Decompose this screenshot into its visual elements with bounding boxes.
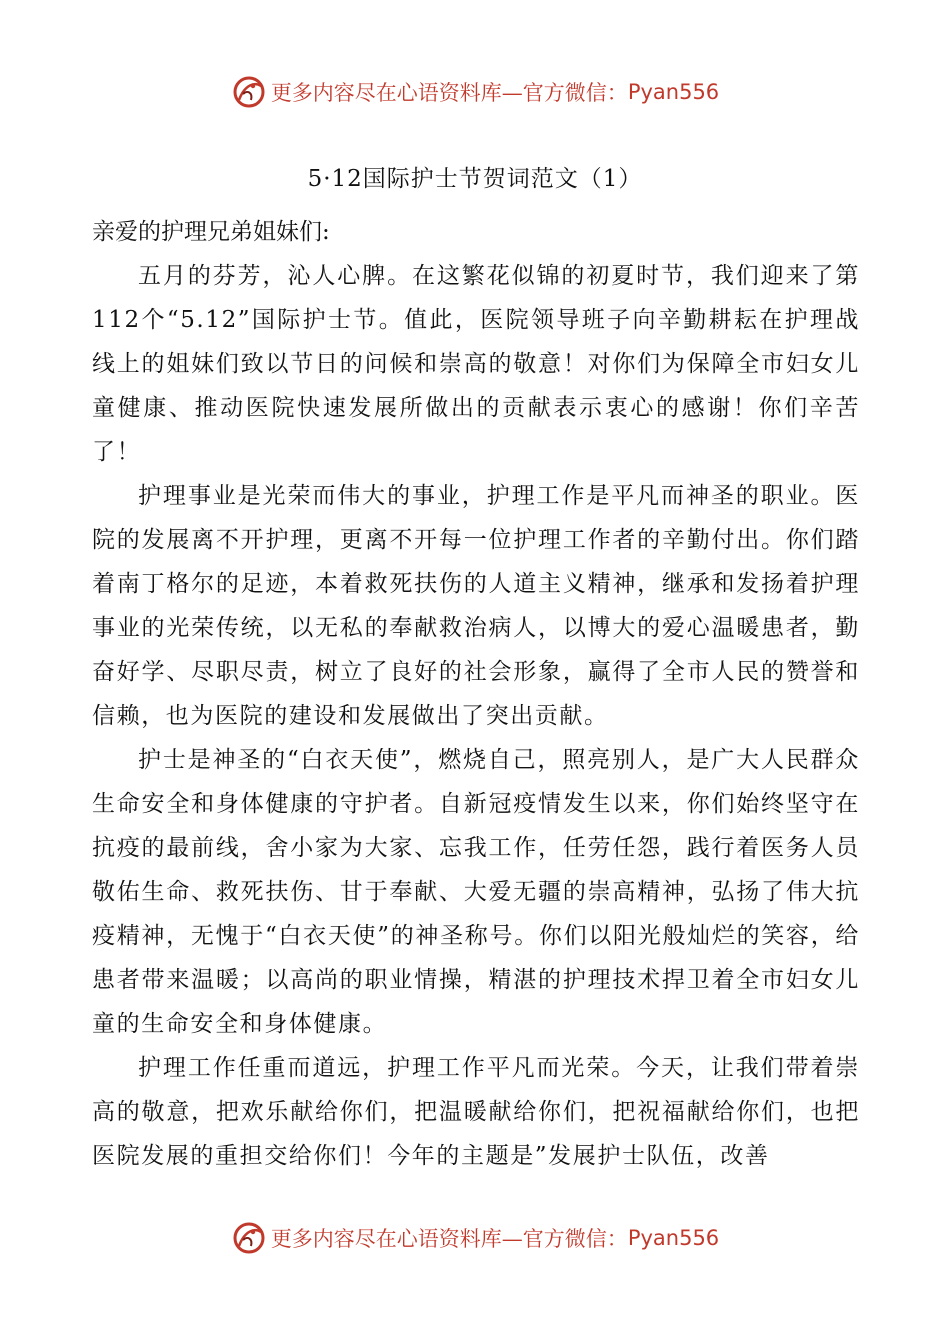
header-wechat-id: Pyan556 xyxy=(627,80,720,104)
document-title: 5·12国际护士节贺词范文（1） xyxy=(307,166,643,192)
header-banner xyxy=(0,72,950,112)
footer-banner-text: 更多内容尽在心语资料库—官方微信： xyxy=(270,1227,628,1251)
document-body xyxy=(92,210,860,1178)
brand-logo-icon xyxy=(231,74,267,110)
footer-banner xyxy=(0,1218,950,1258)
paragraph: 护理工作任重而道远，护理工作平凡而光荣。今天，让我们带着崇高的敬意，把欢乐献给你们，把温暖献给你们，把祝福献给你们，也把医院发展的重担交给你们！今年的主题是”发展护士队伍，改善 xyxy=(92,1055,860,1169)
salutation: 亲爱的护理兄弟姐妹们: xyxy=(92,219,330,245)
paragraph: 护理事业是光荣而伟大的事业，护理工作是平凡而神圣的职业。医院的发展离不开护理，更离不开每一位护理工作者的辛勤付出。你们踏着南丁格尔的足迹，本着救死扶伤的人道主义精神，继承和发扬着护理事业的光荣传统，以无私的奉献救治病人，以博大的爱心温暖患者，勤奋好学、尽职尽责，树立了良好的社会形象，赢得了全市人民的赞誉和信赖，也为医院的建设和发展做出了突出贡献。 xyxy=(92,483,860,729)
footer-wechat-id: Pyan556 xyxy=(627,1226,720,1250)
brand-logo-icon xyxy=(231,1220,267,1256)
header-banner-text: 更多内容尽在心语资料库—官方微信： xyxy=(270,81,628,105)
paragraph: 护士是神圣的“白衣天使”，燃烧自己，照亮别人，是广大人民群众生命安全和身体健康的守护者。自新冠疫情发生以来，你们始终坚守在抗疫的最前线，舍小家为大家、忘我工作，任劳任怨，践行着医务人员敬佑生命、救死扶伤、甘于奉献、大爱无疆的崇高精神，弘扬了伟大抗疫精神，无愧于“白衣天使”的神圣称号。你们以阳光般灿烂的笑容，给患者带来温暖；以高尚的职业情操，精湛的护理技术捍卫着全市妇女儿童的生命安全和身体健康。 xyxy=(92,747,860,1037)
paragraph: 五月的芬芳，沁人心脾。在这繁花似锦的初夏时节，我们迎来了第112个“5.12”国际护士节。值此，医院领导班子向辛勤耕耘在护理战线上的姐妹们致以节日的问候和崇高的敬意！对你们为保障全市妇女儿童健康、推动医院快速发展所做出的贡献表示衷心的感谢！你们辛苦了！ xyxy=(92,263,860,465)
